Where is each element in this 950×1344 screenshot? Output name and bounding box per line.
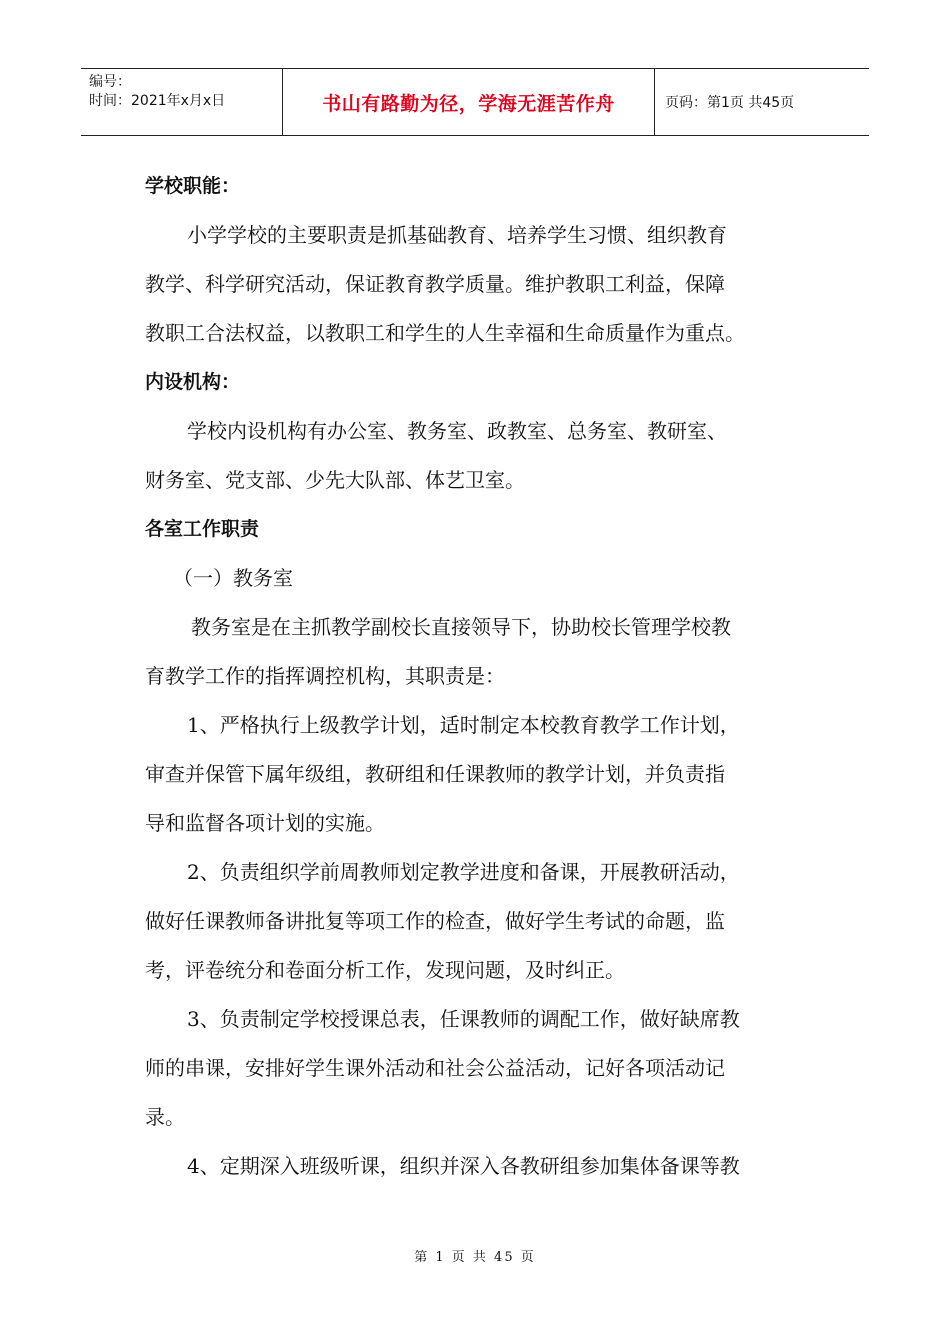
heading-office-duties: 各室工作职责: [145, 518, 260, 540]
text-line: 教务室是在主抓教学副校长直接领导下，协助校长管理学校教: [191, 615, 731, 639]
text-line: 教学、科学研究活动，保证教育教学质量。维护教职工利益，保障: [145, 272, 725, 296]
text-line: 录。: [145, 1105, 185, 1129]
subheading-academic-office: （一）教务室: [173, 566, 293, 590]
duty-item-1: [145, 701, 810, 848]
header-page-code-cell: [655, 69, 869, 135]
heading-internal-structure: 内设机构：: [145, 371, 241, 393]
motto: 书山有路勤为径，学海无涯苦作舟: [322, 92, 615, 115]
page-footer: 第 1 页 共 45 页: [414, 1250, 536, 1265]
text-line: 考，评卷统分和卷面分析工作，发现问题，及时纠正。: [145, 958, 625, 982]
text-line: 2、负责组织学前周教师划定教学进度和备课，开展教研活动，: [187, 860, 740, 884]
duty-item-4: [145, 1142, 810, 1191]
paragraph-functions: [145, 211, 810, 358]
document-body: [145, 162, 810, 1191]
paragraph-academic-office: [145, 603, 810, 701]
header-motto-cell: [283, 69, 655, 135]
page-code: 页码：第1页 共45页: [665, 95, 795, 111]
text-line: 师的串课，安排好学生课外活动和社会公益活动，记好各项活动记: [145, 1056, 725, 1080]
header-meta: [81, 69, 283, 135]
text-line: 1、严格执行上级教学计划，适时制定本校教育教学工作计划，: [187, 713, 740, 737]
paragraph-structure: [145, 407, 810, 505]
number-label: 编号：: [89, 74, 131, 90]
text-line: 小学学校的主要职责是抓基础教育、培养学生习惯、组织教育: [187, 223, 727, 247]
text-line: 财务室、党支部、少先大队部、体艺卫室。: [145, 468, 525, 492]
duty-item-3: [145, 995, 810, 1142]
text-line: 3、负责制定学校授课总表，任课教师的调配工作，做好缺席教: [187, 1007, 740, 1031]
text-line: 教职工合法权益，以教职工和学生的人生幸福和生命质量作为重点。: [145, 321, 745, 345]
heading-school-functions: 学校职能：: [145, 175, 241, 197]
time-label: 时间：2021年x月x日: [89, 93, 226, 109]
text-line: 育教学工作的指挥调控机构，其职责是：: [145, 664, 505, 688]
text-line: 审查并保管下属年级组，教研组和任课教师的教学计划，并负责指: [145, 762, 725, 786]
text-line: 做好任课教师备讲批复等项工作的检查，做好学生考试的命题，监: [145, 909, 725, 933]
text-line: 导和监督各项计划的实施。: [145, 811, 385, 835]
page-header: [81, 68, 869, 136]
text-line: 4、定期深入班级听课，组织并深入各教研组参加集体备课等教: [187, 1154, 740, 1178]
text-line: 学校内设机构有办公室、教务室、政教室、总务室、教研室、: [187, 419, 727, 443]
duty-item-2: [145, 848, 810, 995]
